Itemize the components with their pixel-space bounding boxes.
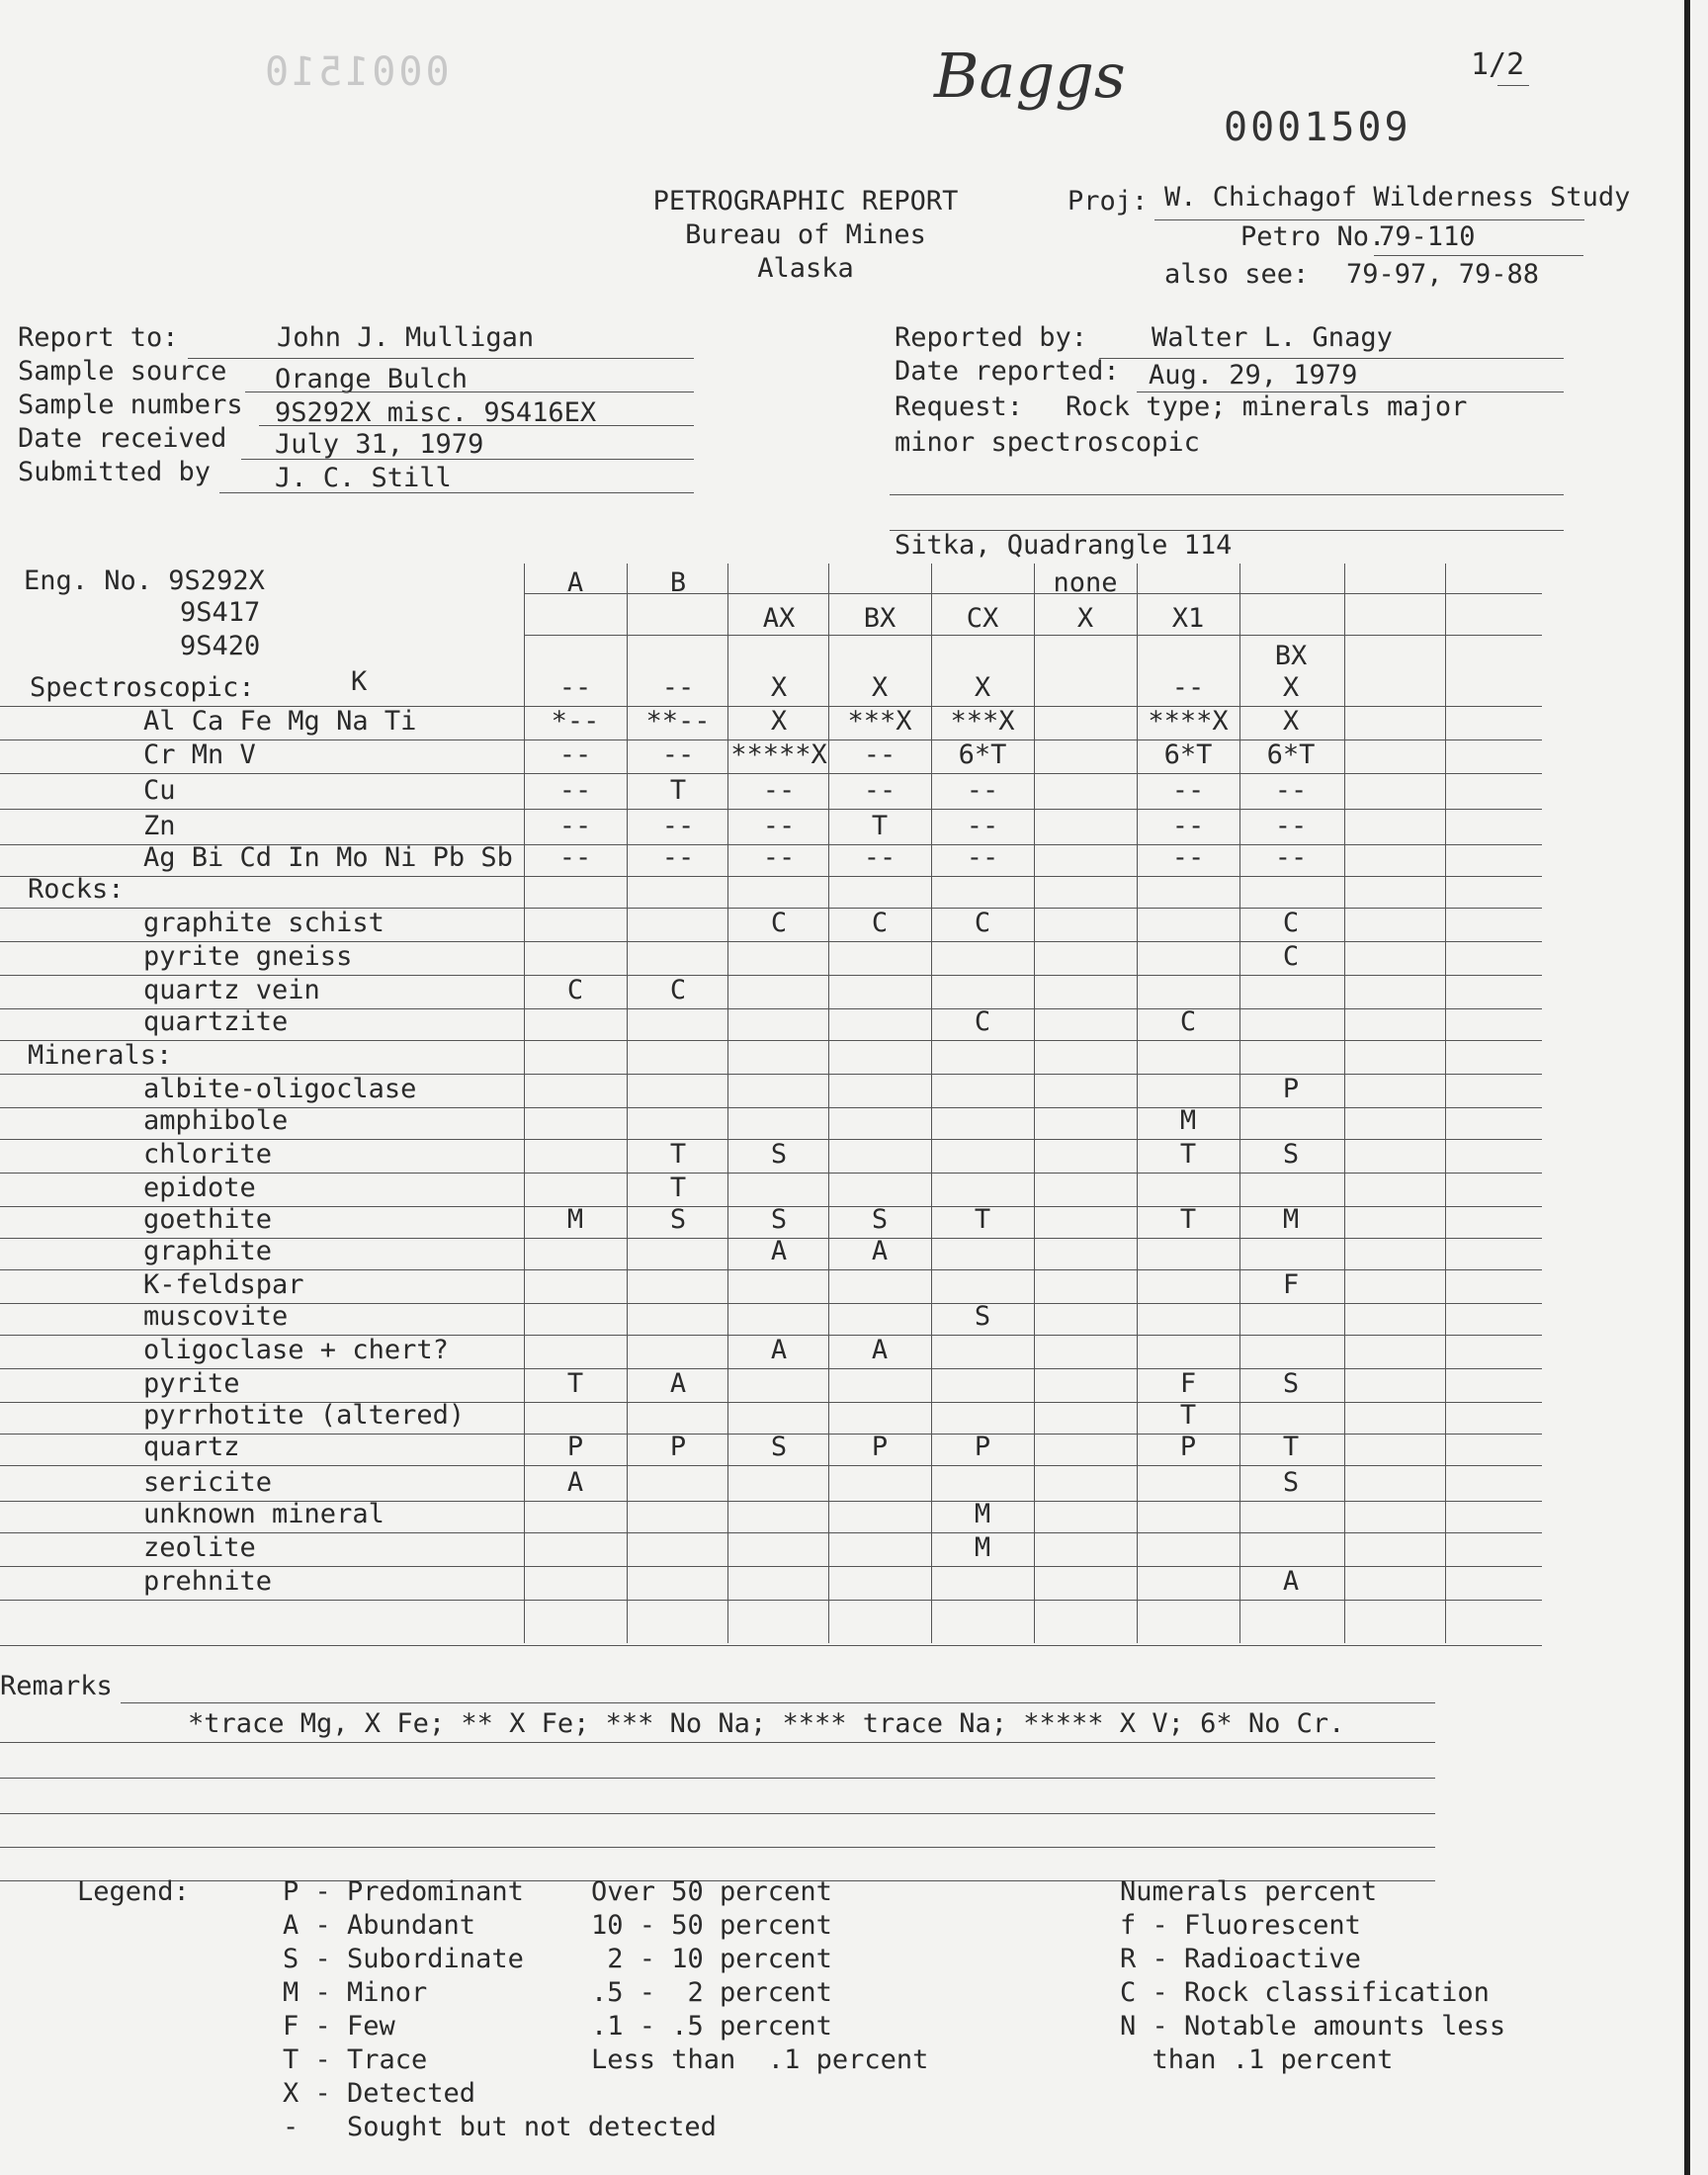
- table-cell: --: [762, 811, 796, 841]
- table-row-line: [0, 1040, 1542, 1041]
- table-cell: S: [669, 1204, 687, 1235]
- table-row-line: [0, 1465, 1542, 1466]
- legend-entry: .1 - .5 percent: [591, 2011, 832, 2042]
- table-cell: --: [863, 740, 897, 770]
- legend-entry: .5 - 2 percent: [591, 1977, 832, 2008]
- table-cell: P: [1282, 1074, 1300, 1104]
- table-cell: S: [974, 1301, 991, 1332]
- sample-numbers-underline: [259, 425, 694, 426]
- reported-by-label: Reported by:: [895, 322, 1088, 353]
- table-row-line: [0, 1645, 1542, 1646]
- sample-source-value: Orange Bulch: [275, 364, 469, 394]
- remarks-label: Remarks: [0, 1671, 113, 1701]
- date-reported-label: Date reported:: [895, 356, 1120, 387]
- column-header: X1: [1171, 603, 1205, 634]
- column-header: A: [566, 567, 584, 598]
- table-column-line: [931, 564, 932, 1643]
- date-received-label: Date received: [18, 423, 227, 454]
- request-label: Request:: [895, 392, 1024, 422]
- row-label: chlorite: [143, 1139, 273, 1170]
- column-header: X: [1076, 603, 1094, 634]
- table-cell: C: [1282, 941, 1300, 972]
- table-cell: --: [863, 775, 897, 806]
- table-cell: A: [770, 1236, 788, 1266]
- remarks-underline-5: [0, 1847, 1435, 1848]
- table-cell: 6*T: [1266, 740, 1316, 770]
- table-cell: T: [974, 1204, 991, 1235]
- table-cell: --: [1171, 811, 1205, 841]
- table-cell: *****X: [730, 740, 827, 770]
- table-cell: --: [661, 811, 695, 841]
- submitted-by-value: J. C. Still: [275, 463, 452, 493]
- table-cell: P: [974, 1432, 991, 1462]
- page-number: 1/2: [1471, 47, 1525, 82]
- table-column-line: [1034, 564, 1035, 1643]
- eng-no-3: 9S420: [180, 631, 261, 661]
- row-label: Cr Mn V: [143, 740, 256, 770]
- report-to-underline: [188, 358, 694, 359]
- table-cell: --: [966, 811, 999, 841]
- sample-numbers-label: Sample numbers: [18, 390, 243, 420]
- table-column-line: [524, 564, 525, 1643]
- petro-underline: [1374, 255, 1583, 256]
- table-cell: *--: [551, 706, 600, 737]
- page-number-underline: [1497, 85, 1529, 86]
- proj-underline: [1154, 219, 1584, 220]
- legend-entry: M - Minor: [283, 1977, 428, 2008]
- table-cell: S: [1282, 1368, 1300, 1399]
- report-region: Alaska: [757, 253, 854, 284]
- table-cell: S: [770, 1139, 788, 1170]
- row-label: zeolite: [143, 1532, 256, 1563]
- legend-entry: than .1 percent: [1120, 2044, 1394, 2075]
- table-cell: C: [871, 908, 889, 938]
- remarks-underline-3: [0, 1778, 1435, 1779]
- sample-source-label: Sample source: [18, 356, 227, 387]
- table-cell: M: [1282, 1204, 1300, 1235]
- table-cell: --: [1274, 842, 1308, 873]
- row-label: Zn: [143, 811, 176, 841]
- table-cell: **--: [645, 706, 711, 737]
- table-cell: --: [558, 740, 592, 770]
- table-row-line: [0, 876, 1542, 877]
- table-cell: --: [661, 672, 695, 703]
- table-cell: X: [974, 672, 991, 703]
- table-cell: C: [1179, 1006, 1197, 1037]
- legend-entry: P - Predominant: [283, 1876, 524, 1907]
- legend-entry: F - Few: [283, 2011, 395, 2042]
- row-label: pyrite gneiss: [143, 941, 353, 972]
- row-label: Spectroscopic:: [30, 672, 255, 703]
- date-received-underline: [241, 459, 694, 460]
- table-cell: --: [762, 842, 796, 873]
- table-cell: --: [762, 775, 796, 806]
- table-cell: F: [1179, 1368, 1197, 1399]
- row-label: muscovite: [143, 1301, 289, 1332]
- legend-entry: X - Detected: [283, 2078, 476, 2109]
- row-label: graphite schist: [143, 908, 384, 938]
- remarks-underline-1: [121, 1702, 1435, 1703]
- report-agency: Bureau of Mines: [685, 219, 926, 250]
- table-cell: --: [1274, 811, 1308, 841]
- table-cell: S: [770, 1432, 788, 1462]
- proj-value: W. Chichagof Wilderness Study: [1164, 182, 1631, 213]
- date-reported-value: Aug. 29, 1979: [1149, 360, 1358, 391]
- table-cell: C: [669, 975, 687, 1005]
- column-header: B: [669, 567, 687, 598]
- table-column-line: [1239, 564, 1240, 1643]
- column-header: BX: [1274, 641, 1308, 671]
- legend-entry: C - Rock classification: [1120, 1977, 1490, 2008]
- table-cell: A: [871, 1236, 889, 1266]
- remarks-underline-4: [0, 1813, 1435, 1814]
- row-label: amphibole: [143, 1105, 289, 1136]
- table-cell: ***X: [847, 706, 912, 737]
- table-cell: P: [1179, 1432, 1197, 1462]
- legend-label: Legend:: [77, 1876, 190, 1907]
- table-cell: C: [974, 1006, 991, 1037]
- table-cell: X: [770, 672, 788, 703]
- table-cell: --: [1274, 775, 1308, 806]
- legend-entry: f - Fluorescent: [1120, 1910, 1361, 1941]
- ghost-stamp: 0001510: [262, 49, 450, 95]
- table-column-line: [828, 564, 829, 1643]
- table-cell: T: [669, 1139, 687, 1170]
- table-cell: C: [1282, 908, 1300, 938]
- column-header: BX: [863, 603, 897, 634]
- table-cell: --: [558, 811, 592, 841]
- table-cell: P: [871, 1432, 889, 1462]
- row-label: Minerals:: [28, 1040, 173, 1071]
- table-cell: --: [661, 740, 695, 770]
- row-label: Rocks:: [28, 874, 125, 905]
- row-label: Al Ca Fe Mg Na Ti: [143, 706, 417, 737]
- table-column-line: [1445, 564, 1446, 1643]
- table-row-line: [0, 1600, 1542, 1601]
- request-value: Rock type; minerals major: [1066, 392, 1468, 422]
- table-cell: A: [871, 1335, 889, 1365]
- quadrangle: Sitka, Quadrangle 114: [895, 530, 1233, 561]
- legend-entry: 10 - 50 percent: [591, 1910, 832, 1941]
- row-label: Cu: [143, 775, 176, 806]
- table-cell: X: [871, 672, 889, 703]
- table-cell: X: [1282, 706, 1300, 737]
- remarks-underline-2: [0, 1742, 1435, 1743]
- also-see-value: 79-97, 79-88: [1346, 259, 1540, 290]
- submitted-by-label: Submitted by: [18, 457, 212, 487]
- eng-no-label: Eng. No. 9S292X: [24, 566, 265, 596]
- request-value-line2: minor spectroscopic: [895, 427, 1200, 458]
- table-cell: --: [1171, 775, 1205, 806]
- row-label: Ag Bi Cd In Mo Ni Pb Sb: [143, 842, 513, 873]
- legend-entry: A - Abundant: [283, 1910, 476, 1941]
- legend-entry: R - Radioactive: [1120, 1944, 1361, 1974]
- also-see-label: also see:: [1164, 259, 1310, 290]
- table-cell: T: [1179, 1204, 1197, 1235]
- table-row-line: [524, 635, 1542, 636]
- legend-entry: N - Notable amounts less: [1120, 2011, 1506, 2042]
- table-cell: M: [974, 1532, 991, 1563]
- legend-entry: 2 - 10 percent: [591, 1944, 832, 1974]
- row-label: pyrite: [143, 1368, 240, 1399]
- table-cell: X: [1282, 672, 1300, 703]
- column-header: none: [1053, 567, 1118, 598]
- table-cell: T: [1179, 1139, 1197, 1170]
- spectro-k: K: [351, 666, 368, 697]
- row-label: K-feldspar: [143, 1269, 304, 1300]
- table-cell: C: [566, 975, 584, 1005]
- table-cell: ****X: [1148, 706, 1229, 737]
- table-cell: A: [770, 1335, 788, 1365]
- sample-numbers-value: 9S292X misc. 9S416EX: [275, 397, 597, 428]
- table-cell: --: [558, 842, 592, 873]
- table-cell: --: [966, 842, 999, 873]
- table-cell: C: [974, 908, 991, 938]
- legend-entry: Numerals percent: [1120, 1876, 1378, 1907]
- table-cell: --: [661, 842, 695, 873]
- legend-entry: Over 50 percent: [591, 1876, 832, 1907]
- report-to-label: Report to:: [18, 322, 179, 353]
- table-cell: F: [1282, 1269, 1300, 1300]
- table-column-line: [627, 564, 628, 1643]
- legend-entry: S - Subordinate: [283, 1944, 524, 1974]
- table-cell: S: [770, 1204, 788, 1235]
- table-cell: T: [669, 1173, 687, 1203]
- remarks-text: *trace Mg, X Fe; ** X Fe; *** No Na; **** trace Na; ***** X V; 6* No Cr.: [188, 1708, 1345, 1739]
- table-cell: T: [669, 775, 687, 806]
- table-cell: C: [770, 908, 788, 938]
- row-label: albite-oligoclase: [143, 1074, 417, 1104]
- row-label: sericite: [143, 1467, 273, 1498]
- table-cell: P: [566, 1432, 584, 1462]
- table-column-line: [1137, 564, 1138, 1643]
- row-label: goethite: [143, 1204, 273, 1235]
- document-number: 0001509: [1224, 105, 1411, 150]
- table-row-line: [0, 773, 1542, 774]
- row-label: quartzite: [143, 1006, 289, 1037]
- legend-entry: T - Trace: [283, 2044, 428, 2075]
- reported-by-value: Walter L. Gnagy: [1152, 322, 1393, 353]
- table-cell: S: [871, 1204, 889, 1235]
- table-cell: S: [1282, 1139, 1300, 1170]
- table-cell: ***X: [950, 706, 1015, 737]
- reported-by-underline: [1099, 358, 1564, 359]
- eng-no-2: 9S417: [180, 597, 261, 628]
- table-cell: A: [1282, 1566, 1300, 1597]
- column-header: AX: [762, 603, 796, 634]
- legend-entry: - Sought but not detected: [283, 2112, 717, 2142]
- proj-label: Proj:: [1068, 186, 1149, 217]
- date-received-value: July 31, 1979: [275, 429, 484, 460]
- row-label: oligoclase + chert?: [143, 1335, 449, 1365]
- row-label: prehnite: [143, 1566, 273, 1597]
- legend-entry: Less than .1 percent: [591, 2044, 929, 2075]
- table-column-line: [727, 564, 728, 1643]
- table-cell: X: [770, 706, 788, 737]
- submitted-by-underline: [219, 492, 694, 493]
- column-header: CX: [966, 603, 999, 634]
- report-title: PETROGRAPHIC REPORT: [652, 186, 959, 217]
- table-cell: --: [863, 842, 897, 873]
- table-cell: 6*T: [958, 740, 1007, 770]
- table-cell: A: [669, 1368, 687, 1399]
- table-column-line: [1344, 564, 1345, 1643]
- table-cell: T: [566, 1368, 584, 1399]
- request-underline-1: [890, 494, 1564, 495]
- row-label: pyrrhotite (altered): [143, 1400, 466, 1431]
- table-cell: --: [1171, 672, 1205, 703]
- table-cell: 6*T: [1163, 740, 1213, 770]
- row-label: graphite: [143, 1236, 273, 1266]
- table-cell: M: [1179, 1105, 1197, 1136]
- row-label: quartz: [143, 1432, 240, 1462]
- petro-value: 79-110: [1379, 221, 1476, 252]
- table-cell: --: [1171, 842, 1205, 873]
- table-cell: T: [871, 811, 889, 841]
- row-label: quartz vein: [143, 975, 320, 1005]
- report-to-value: John J. Mulligan: [277, 322, 535, 353]
- table-cell: M: [566, 1204, 584, 1235]
- table-cell: --: [558, 775, 592, 806]
- table-cell: A: [566, 1467, 584, 1498]
- table-cell: T: [1179, 1400, 1197, 1431]
- signature: Baggs: [934, 40, 1126, 112]
- scan-edge: [1684, 0, 1690, 2175]
- table-cell: P: [669, 1432, 687, 1462]
- row-label: epidote: [143, 1173, 256, 1203]
- table-row-line: [0, 809, 1542, 810]
- table-cell: T: [1282, 1432, 1300, 1462]
- table-cell: --: [966, 775, 999, 806]
- table-cell: --: [558, 672, 592, 703]
- table-cell: S: [1282, 1467, 1300, 1498]
- petro-label: Petro No.: [1240, 221, 1386, 252]
- table-cell: M: [974, 1499, 991, 1529]
- row-label: unknown mineral: [143, 1499, 384, 1529]
